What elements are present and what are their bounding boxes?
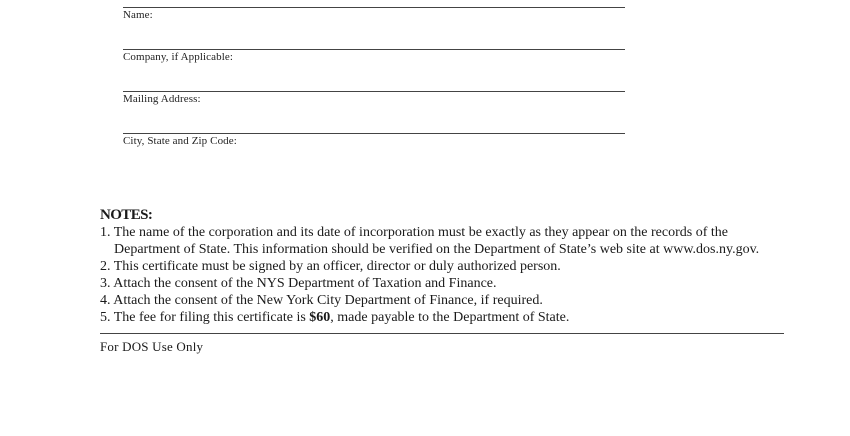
mailing-address-field-label: Mailing Address: [123,93,201,105]
dos-use-only-label: For DOS Use Only [100,339,204,354]
city-state-zip-field-label: City, State and Zip Code: [123,135,237,147]
note-1-line-2: Department of State. This information should be verified on the Department of State’s web site at www.dos.ny.gov. [114,242,760,257]
company-field-line[interactable] [123,49,625,50]
note-2: 2. This certificate must be signed by an officer, director or duly authorized person. [100,259,561,274]
company-field-label: Company, if Applicable: [123,51,234,63]
section-divider [100,333,784,334]
note-1-line-1: 1. The name of the corporation and its date of incorporation must be exactly as they appear on the records of the [100,225,728,240]
notes-heading: NOTES: [100,207,153,223]
note-5-prefix: 5. The fee for filing this certificate is [100,310,310,325]
city-state-zip-field-line[interactable] [123,133,625,134]
mailing-address-field-line[interactable] [123,91,625,92]
name-field-line[interactable] [123,7,625,8]
note-3: 3. Attach the consent of the NYS Department of Taxation and Finance. [100,276,497,291]
note-5-suffix: , made payable to the Department of State. [330,310,570,325]
note-5 [100,309,569,326]
fee-amount: $60 [309,310,331,325]
name-field-label: Name: [123,9,153,21]
note-4: 4. Attach the consent of the New York City Department of Finance, if required. [100,293,543,308]
